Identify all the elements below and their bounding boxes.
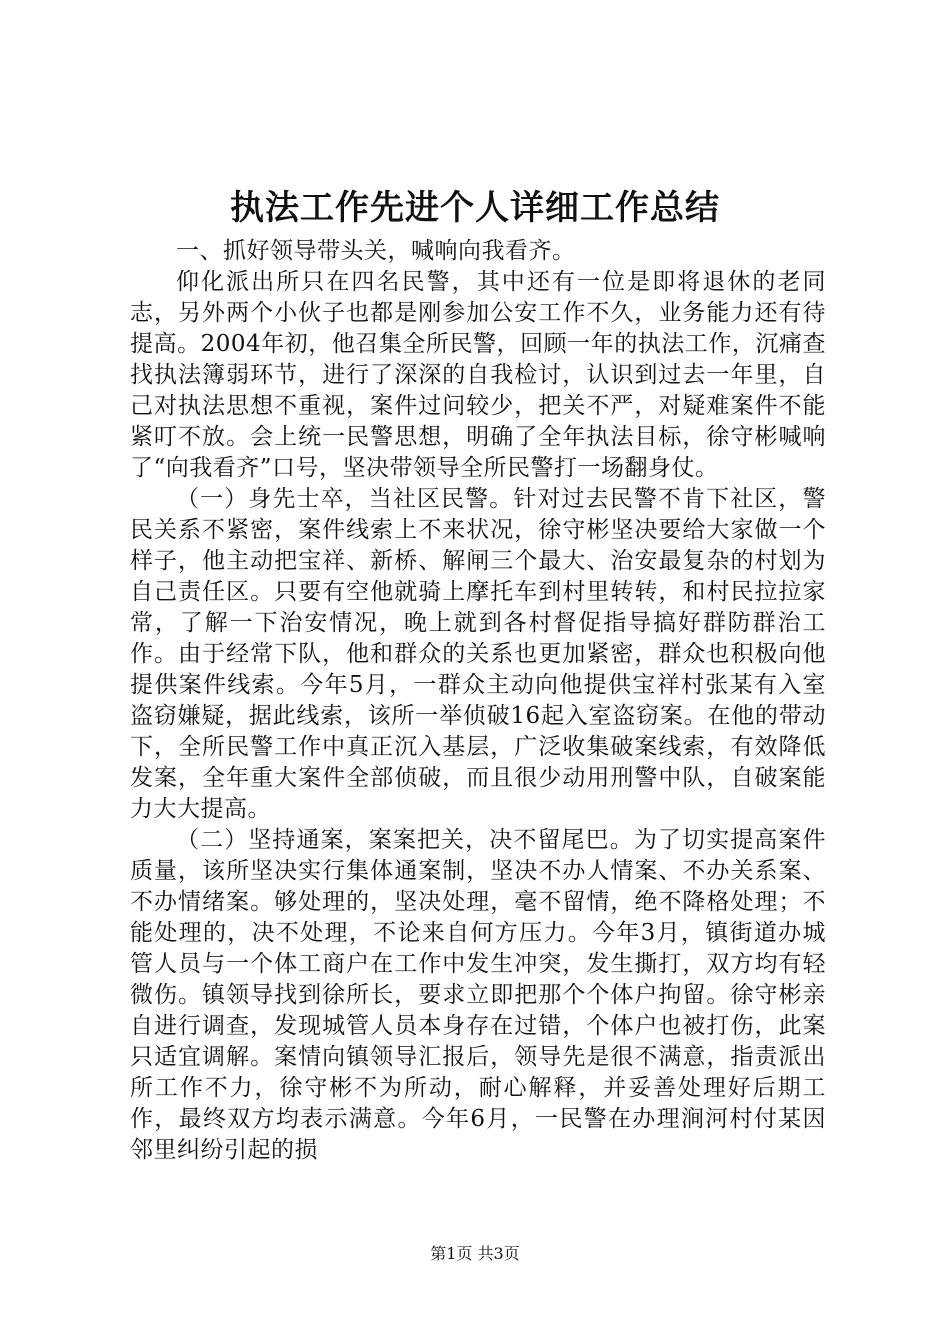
body-paragraph: （二）坚持通案，案案把关，决不留尾巴。为了切实提高案件质量，该所坚决实行集体通案制，坚决不办人情案、不办关系案、不办情绪案。够处理的，坚决处理，毫不留情，绝不降格处理；不能处理的，决不处理，不论来自何方压力。今年3月，镇街道办城管人员与一个体工商户在工作中发生冲突，发生撕打，双方均有轻微伤。镇领导找到徐所长，要求立即把那个个体户拘留。徐守彬亲自进行调查，发现城管人员本身存在过错，个体户也被打伤，此案只适宜调解。案情向镇领导汇报后，领导先是很不满意，指责派出所工作不力，徐守彬不为所动，耐心解释，并妥善处理好后期工作，最终双方均表示满意。今年6月，一民警在办理涧河村付某因邻里纠纷引起的损: [130, 827, 826, 1163]
document-title: 执法工作先进个人详细工作总结: [230, 188, 720, 228]
body-paragraph: 仰化派出所只在四名民警，其中还有一位是即将退休的老同志，另外两个小伙子也都是刚参加公安工作不久，业务能力还有待提高。2004年初，他召集全所民警，回顾一年的执法工作，沉痛查找执法簿弱环节，进行了深深的自我检讨，认识到过去一年里，自己对执法思想不重视，案件过问较少，把关不严，对疑难案件不能紧叮不放。会上统一民警思想，明确了全年执法目标，徐守彬喊响了“向我看齐”口号，坚决带领导全所民警打一场翻身仗。: [130, 269, 826, 481]
body-paragraph: （一）身先士卒，当社区民警。针对过去民警不肯下社区，警民关系不紧密，案件线索上不来状况，徐守彬坚决要给大家做一个样子，他主动把宝祥、新桥、解闸三个最大、治安最复杂的村划为自己责任区。只要有空他就骑上摩托车到村里转转，和村民拉拉家常，了解一下治安情况，晚上就到各村督促指导搞好群防群治工作。由于经常下队，他和群众的关系也更加紧密，群众也积极向他提供案件线索。今年5月，一群众主动向他提供宝祥村张某有入室盗窃嫌疑，据此线索，该所一举侦破16起入室盗窃案。在他的带动下，全所民警工作中真正沉入基层，广泛收集破案线索，有效降低发案，全年重大案件全部侦破，而且很少动用刑警中队，自破案能力大大提高。: [130, 486, 826, 822]
section-heading: 一、抓好领导带头关，喊响向我看齐。: [176, 238, 576, 264]
document-body: [130, 236, 826, 1166]
page-footer: 第1页 共3页: [430, 1244, 520, 1263]
